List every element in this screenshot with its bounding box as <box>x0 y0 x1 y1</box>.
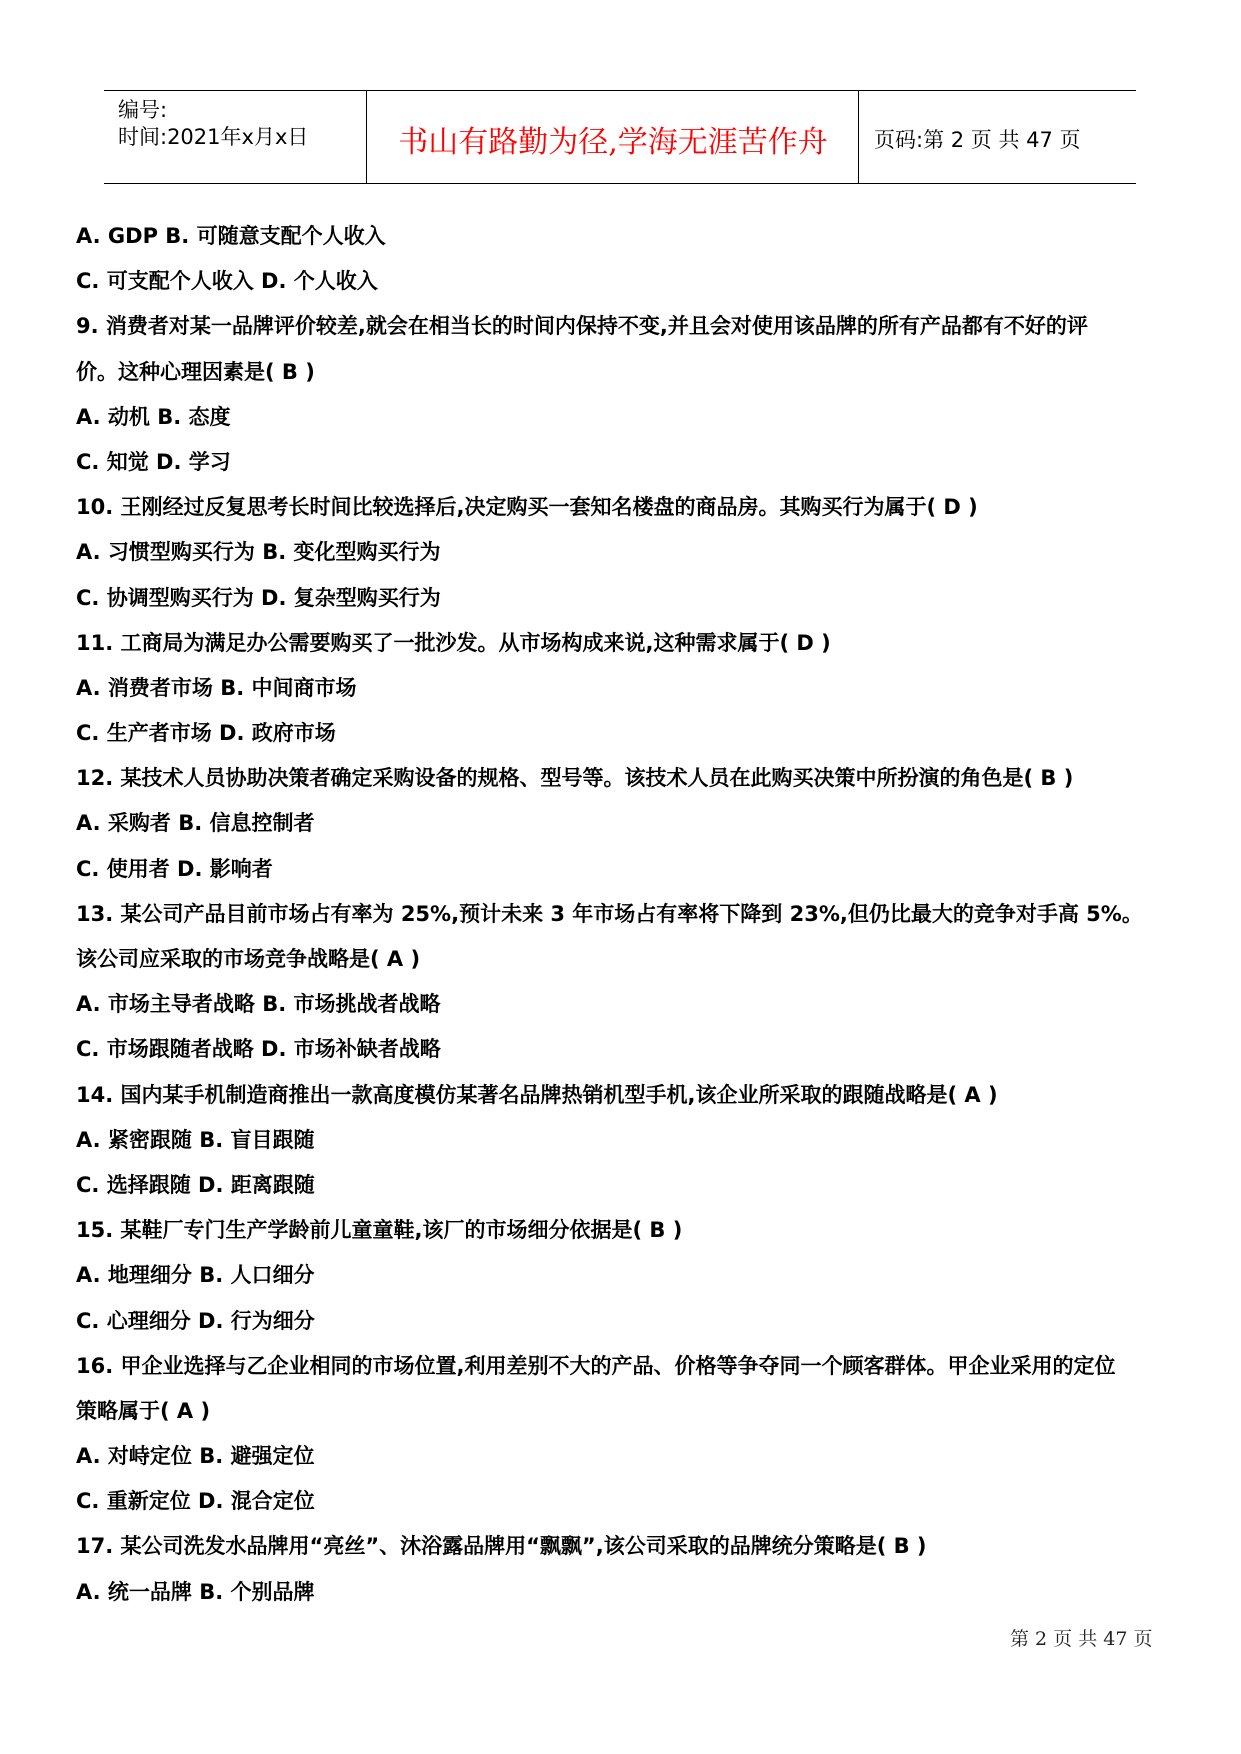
text-line: C. 选择跟随 D. 距离跟随 <box>76 1172 315 1197</box>
text-line: 该公司应采取的市场竞争战略是( A ) <box>76 947 421 971</box>
page-footer: 第 2 页 共 47 页 <box>1010 1628 1153 1650</box>
text-line: A. 动机 B. 态度 <box>76 404 231 429</box>
text-line: 17. 某公司洗发水品牌用“亮丝”、沐浴露品牌用“飘飘”,该公司采取的品牌统分策略是( B ) <box>76 1534 927 1559</box>
header-motto: 书山有路勤为径,学海无涯苦作舟 <box>398 125 828 160</box>
text-line: 16. 甲企业选择与乙企业相同的市场位置,利用差别不大的产品、价格等争夺同一个顾客群体。甲企业采用的定位 <box>76 1353 1116 1378</box>
text-line: A. 市场主导者战略 B. 市场挑战者战略 <box>76 992 441 1017</box>
text-line: C. 知觉 D. 学习 <box>76 449 231 474</box>
text-line: A. 紧密跟随 B. 盲目跟随 <box>76 1127 315 1152</box>
text-line: C. 生产者市场 D. 政府市场 <box>76 721 336 746</box>
text-line: C. 协调型购买行为 D. 复杂型购买行为 <box>76 585 441 610</box>
text-line: A. 统一品牌 B. 个别品牌 <box>76 1579 315 1604</box>
text-line: A. 对峙定位 B. 避强定位 <box>76 1444 315 1469</box>
page-header <box>104 90 1136 184</box>
text-line: C. 使用者 D. 影响者 <box>76 856 273 881</box>
text-line: A. GDP B. 可随意支配个人收入 <box>76 224 386 248</box>
text-line: 14. 国内某手机制造商推出一款高度模仿某著名品牌热销机型手机,该企业所采取的跟随战略是( A ) <box>76 1082 998 1107</box>
header-meta-cell <box>104 91 367 183</box>
header-page-label: 页码:第 2 页 共 47 页 <box>874 128 1081 152</box>
text-line: A. 采购者 B. 信息控制者 <box>76 811 315 836</box>
text-line: C. 可支配个人收入 D. 个人收入 <box>76 269 378 294</box>
text-line: A. 消费者市场 B. 中间商市场 <box>76 675 357 700</box>
header-motto-cell <box>368 91 859 183</box>
text-line: 价。这种心理因素是( B ) <box>76 359 315 384</box>
text-line: C. 重新定位 D. 混合定位 <box>76 1489 315 1514</box>
text-line: 15. 某鞋厂专门生产学龄前儿童童鞋,该厂的市场细分依据是( B ) <box>76 1218 683 1243</box>
text-line: A. 地理细分 B. 人口细分 <box>76 1263 315 1288</box>
header-page-cell <box>860 91 1136 183</box>
text-line: C. 市场跟随者战略 D. 市场补缺者战略 <box>76 1037 441 1062</box>
text-line: C. 心理细分 D. 行为细分 <box>76 1308 315 1333</box>
text-line: 13. 某公司产品目前市场占有率为 25%,预计未来 3 年市场占有率将下降到 23%,但仍比最大的竞争对手高 5%。 <box>76 901 1143 926</box>
doc-time-label: 时间:2021年x月x日 <box>118 125 309 149</box>
text-line: 12. 某技术人员协助决策者确定采购设备的规格、型号等。该技术人员在此购买决策中所扮演的角色是( B ) <box>76 766 1074 791</box>
text-line: 10. 王刚经过反复思考长时间比较选择后,决定购买一套知名楼盘的商品房。其购买行为属于( D ) <box>76 495 978 520</box>
text-line: 11. 工商局为满足办公需要购买了一批沙发。从市场构成来说,这种需求属于( D ) <box>76 630 831 655</box>
doc-number-label: 编号: <box>118 98 168 122</box>
question-content <box>76 214 1186 1615</box>
text-line: 策略属于( A ) <box>76 1398 211 1423</box>
text-line: 9. 消费者对某一品牌评价较差,就会在相当长的时间内保持不变,并且会对使用该品牌的所有产品都有不好的评 <box>76 314 1088 339</box>
text-line: A. 习惯型购买行为 B. 变化型购买行为 <box>76 540 441 565</box>
